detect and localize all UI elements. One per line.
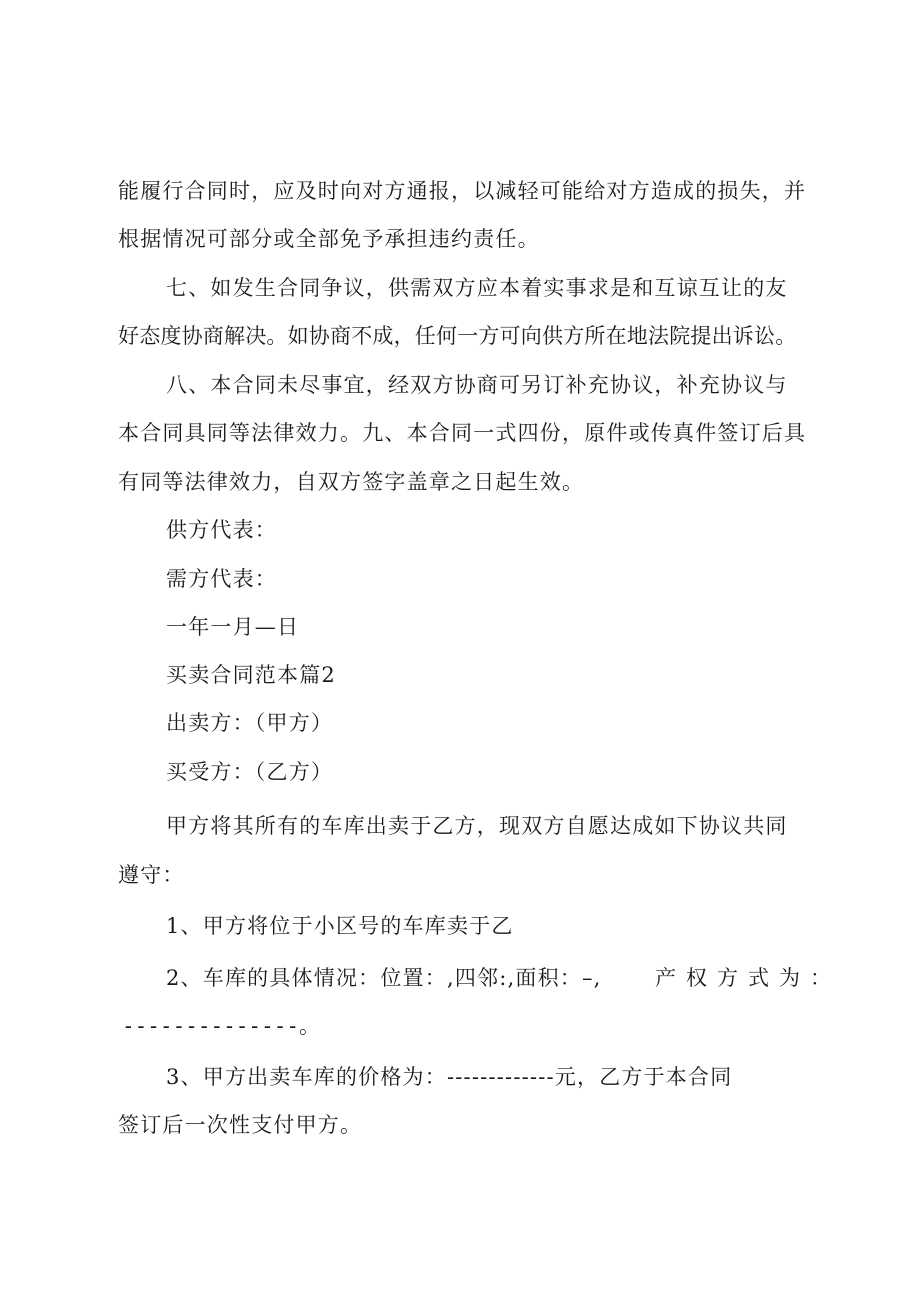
agreement-intro-line-1: 甲方将其所有的车库出卖于乙方，现双方自愿达成如下协议共同	[166, 814, 788, 838]
force-majeure-line-1: 能履行合同时，应及时向对方通报，以减轻可能给对方造成的损失，并	[118, 179, 807, 203]
clause-3-line-1: 3、甲方出卖车库的价格为：-------------元，乙方于本合同	[166, 1065, 733, 1089]
clause-seven-line-1: 七、如发生合同争议，供需双方应本着实事求是和互谅互让的友	[166, 276, 788, 300]
clause-eight-line-2: 本合同具同等法律效力。九、本合同一式四份，原件或传真件签订后具	[118, 421, 807, 445]
clause-2-line-1-part-b: 产权方式为：	[655, 966, 841, 990]
clause-3-line-2: 签订后一次性支付甲方。	[118, 1113, 363, 1137]
force-majeure-line-2: 根据情况可部分或全部免予承担违约责任。	[118, 227, 540, 251]
clause-seven-line-2: 好态度协商解决。如协商不成，任何一方可向供方所在地法院提出诉讼。	[118, 324, 797, 348]
supplier-representative-label: 供方代表：	[166, 518, 277, 542]
section-title: 买卖合同范本篇2	[166, 663, 336, 687]
clause-1: 1、甲方将位于小区号的车库卖于乙	[166, 914, 514, 938]
signing-date: 一年一月—日	[166, 615, 300, 639]
clause-2-line-1-part-a: 2、车库的具体情况：位置：,四邻:,面积：–,	[166, 966, 602, 990]
buyer-representative-label: 需方代表：	[166, 567, 277, 591]
agreement-intro-line-2: 遵守：	[118, 863, 185, 887]
seller-party: 出卖方：（甲方）	[166, 711, 334, 735]
clause-2-line-2: --------------。	[122, 1014, 321, 1038]
buyer-party: 买受方：（乙方）	[166, 760, 334, 784]
clause-eight-line-3: 有同等法律效力，自双方签字盖章之日起生效。	[118, 470, 585, 494]
clause-eight-line-1: 八、本合同未尽事宜，经双方协商可另订补充协议，补充协议与	[166, 373, 788, 397]
